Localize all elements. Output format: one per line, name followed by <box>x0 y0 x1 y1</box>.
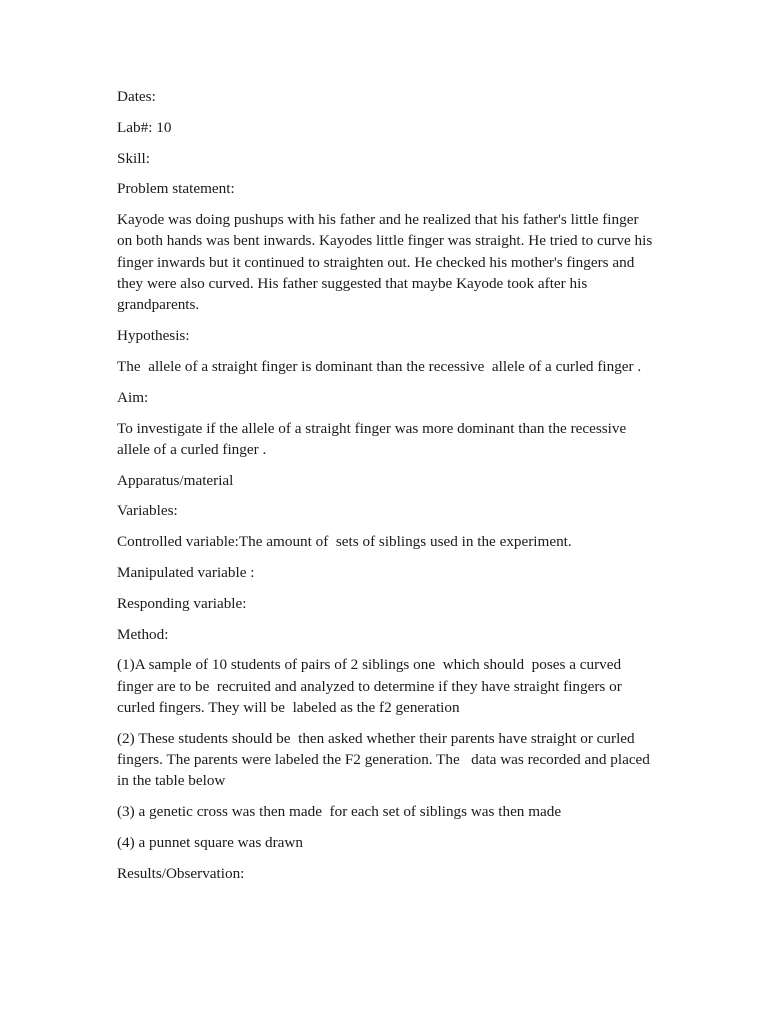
responding-variable: Responding variable: <box>117 594 247 612</box>
document-page <box>117 86 657 894</box>
hypothesis-label: Hypothesis: <box>117 327 190 345</box>
lab-number: Lab#: 10 <box>117 118 172 136</box>
method-step-3: (3) a genetic cross was then made for each set of siblings was then made <box>117 803 562 821</box>
aim-label: Aim: <box>117 388 149 406</box>
problem-statement-text: Kayode was doing pushups with his father and he realized that his father's little finger on both hands was bent inwards. Kayodes little finger was straight. He tried to curve his finger inwards but it continued to straighten out. He checked his mother's fingers and they were also curved. His father suggested that maybe Kayode took after his grandparents. <box>117 211 657 314</box>
controlled-variable: Controlled variable:The amount of sets of siblings used in the experiment. <box>117 533 572 551</box>
apparatus-label: Apparatus/material <box>117 471 234 489</box>
dates-label: Dates: <box>117 88 156 105</box>
skill-label: Skill: <box>117 149 150 167</box>
variables-label: Variables: <box>117 502 178 520</box>
method-label: Method: <box>117 625 169 643</box>
results-label: Results/Observation: <box>117 864 245 882</box>
method-step-2: (2) These students should be then asked whether their parents have straight or curled fingers. The parents were labeled the F2 generation. The data was recorded and placed in the table below <box>117 729 654 790</box>
manipulated-variable: Manipulated variable : <box>117 564 255 582</box>
hypothesis-text: The allele of a straight finger is dominant than the recessive allele of a curled finger . <box>117 357 642 375</box>
aim-text: To investigate if the allele of a straight finger was more dominant than the recessive allele of a curled finger . <box>117 419 634 458</box>
problem-statement-label: Problem statement: <box>117 180 235 198</box>
method-step-1: (1)A sample of 10 students of pairs of 2 siblings one which should poses a curved finger are to be recruited and analyzed to determine if they have straight fingers or curled fingers. They will be labeled as the f2 generation <box>117 656 626 717</box>
method-step-4: (4) a punnet square was drawn <box>117 834 303 852</box>
